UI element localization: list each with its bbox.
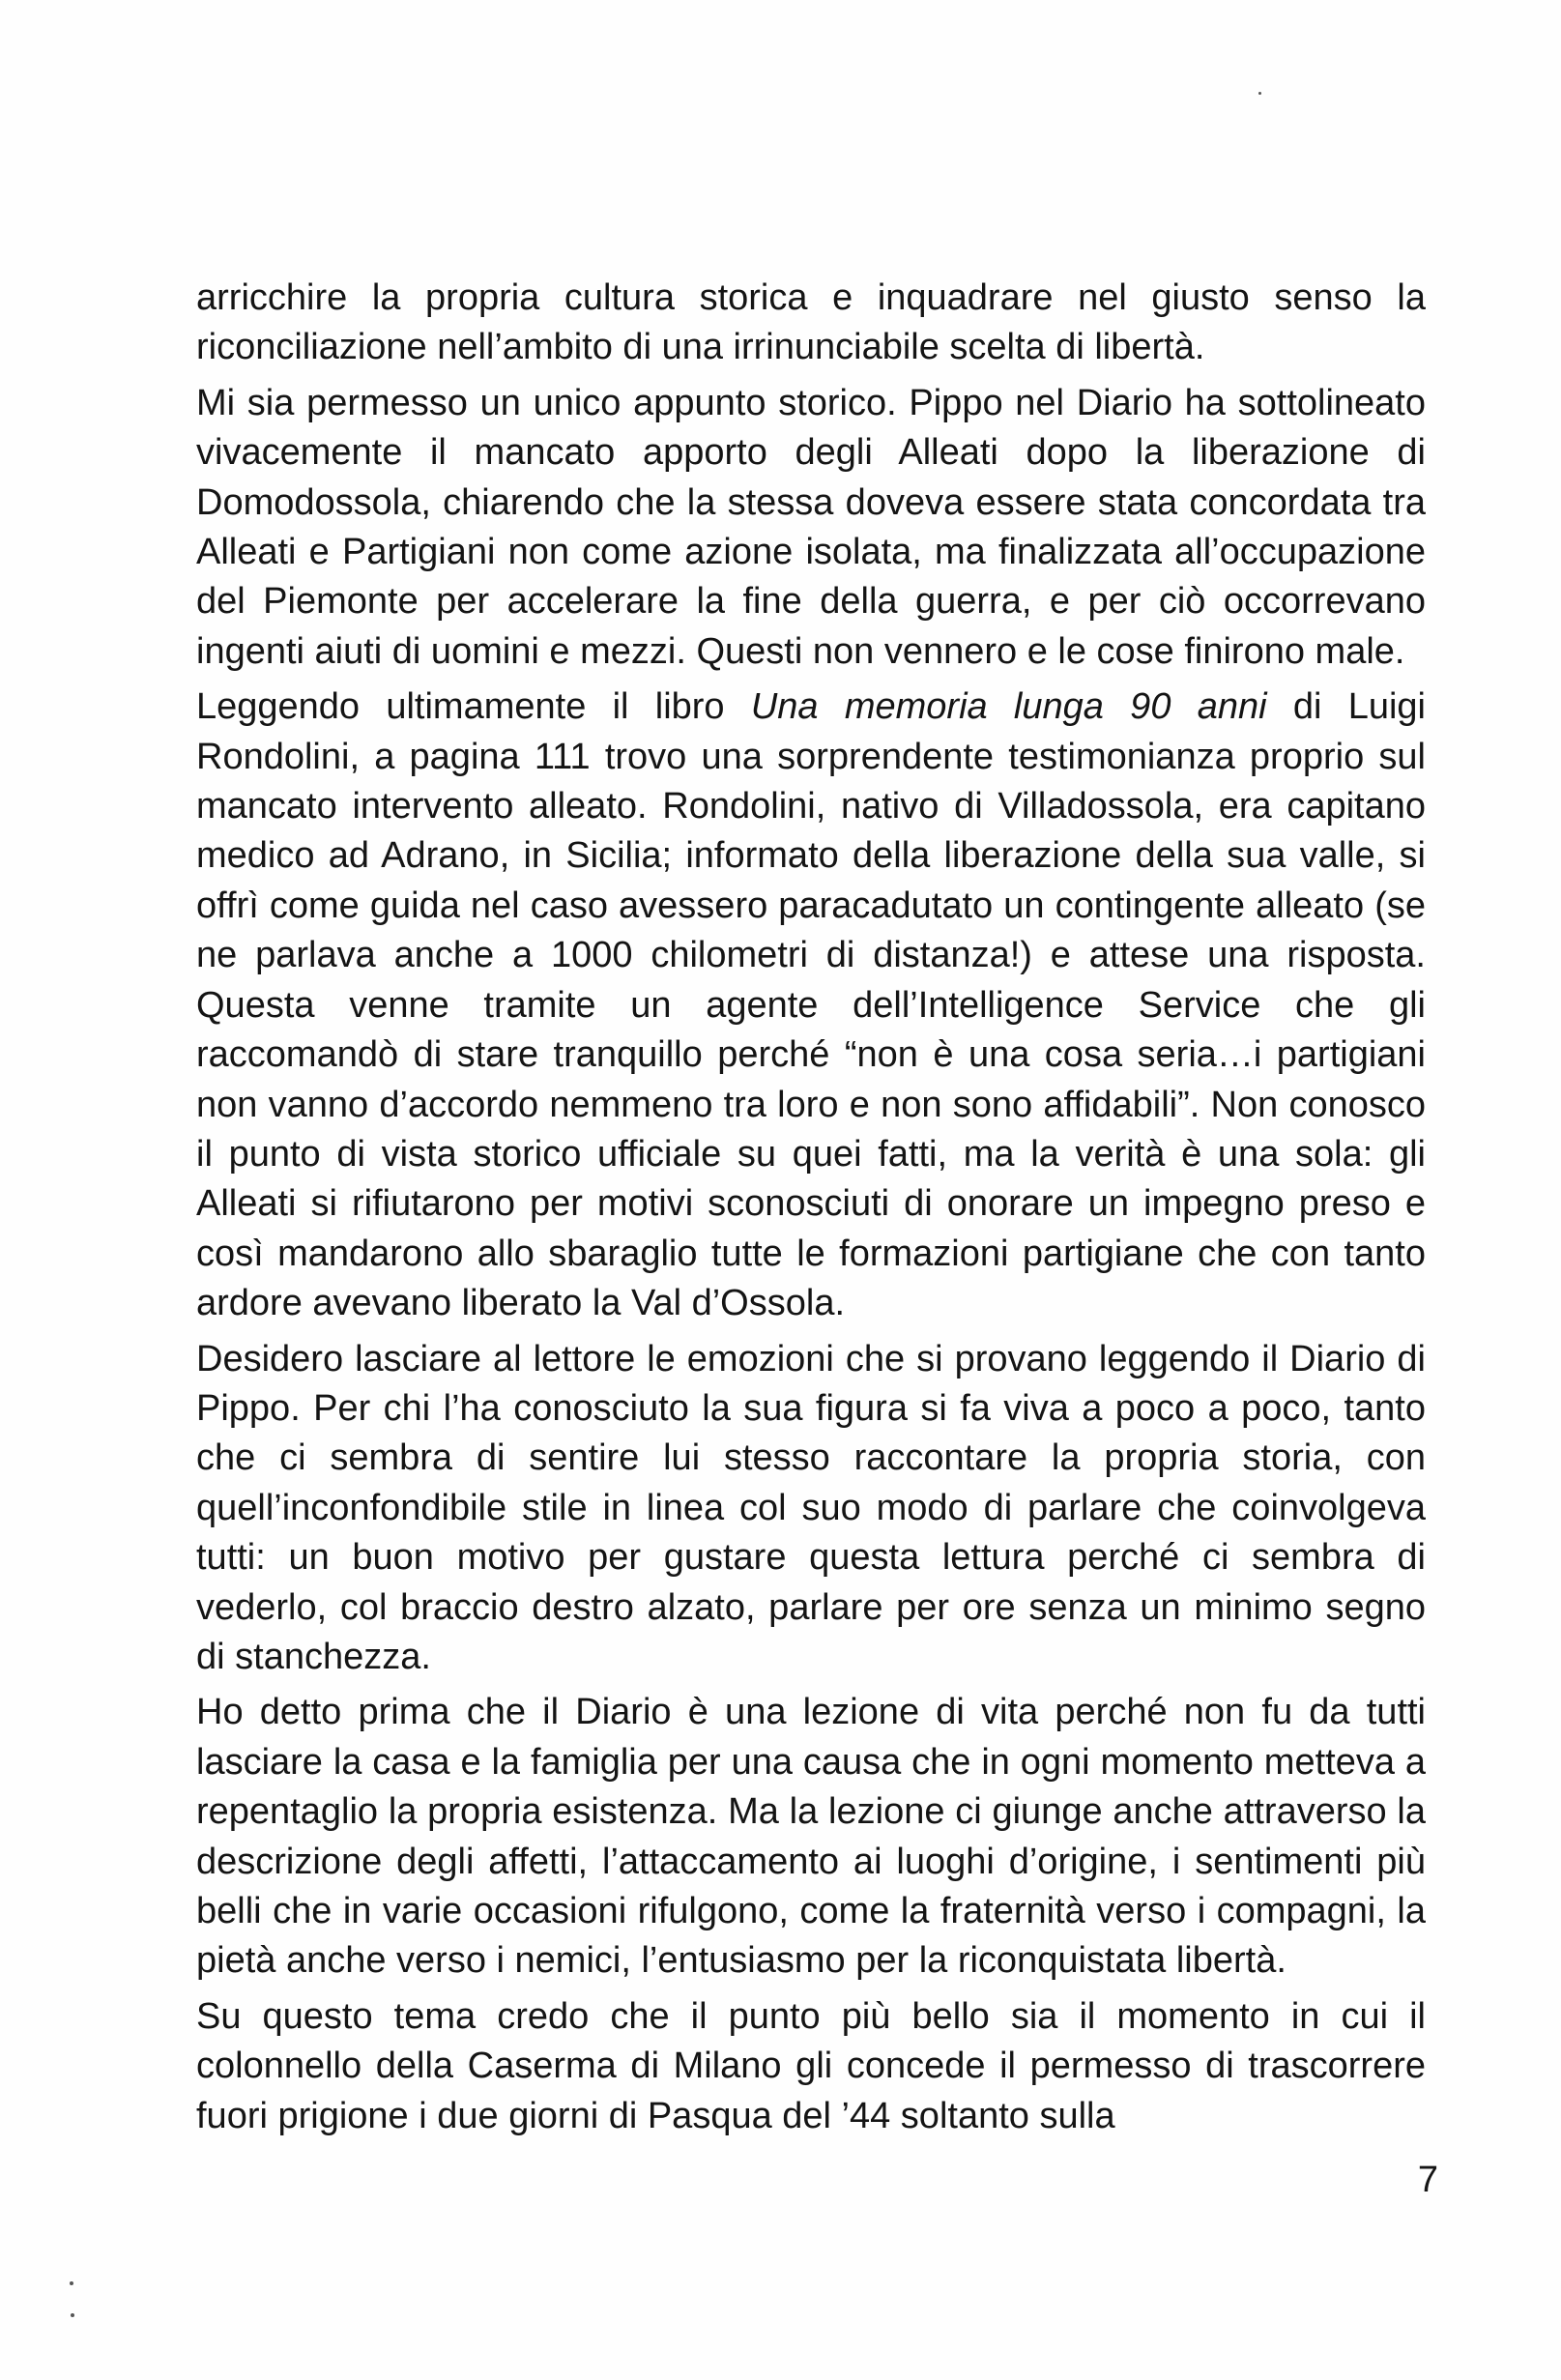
paragraph: Su questo tema credo che il punto più bello sia il momento in cui il colonnello della Caserma di Milano gli concede il permesso di trascorrere fuori prigione i due giorni di Pasqua del ’44 soltanto sulla [196, 1995, 1426, 2136]
page-number: 7 [1417, 2160, 1438, 2200]
book-title: Una memoria lunga 90 anni [750, 686, 1267, 728]
paragraph: Desidero lasciare al lettore le emozioni che si provano leggendo il Diario di Pippo. Per chi l’ha conosciuto la sua figura si fa viva a poco a poco, tanto che ci sembra di sentire lui stesso raccontare la propria storia, con quell’inconfondibile stile in linea col suo modo di parlare che coinvolgeva tutti: un buon motivo per gustare questa lettura perché ci sembra di vederlo, col braccio destro alzato, parlare per ore senza un minimo segno di stanchezza. [196, 1338, 1426, 1677]
scan-speck [1258, 92, 1261, 95]
scan-speck [71, 2313, 74, 2317]
paragraph: Ho detto prima che il Diario è una lezione di vita perché non fu da tutti lasciare la casa e la famiglia per una causa che in ogni momento metteva a repentaglio la propria esistenza. Ma la lezione ci giunge anche attraverso la descrizione degli affetti, l’attaccamento ai luoghi d’origine, i sentimenti più belli che in varie occasioni rifulgono, come la fraternità verso i compagni, la pietà anche verso i nemici, l’entusiasmo per la riconquistata libertà. [196, 1692, 1426, 1982]
paragraph: arricchire la propria cultura storica e inquadrare nel giusto senso la riconciliazione nell’ambito di una irrinunciabile scelta di libertà. [196, 277, 1426, 368]
paragraph [196, 682, 1426, 1328]
scan-speck [70, 2281, 73, 2285]
paragraph-text-before-title: Leggendo ultimamente il libro [196, 686, 751, 728]
paragraph: Mi sia permesso un unico appunto storico. Pippo nel Diario ha sottolineato vivacemente il mancato apporto degli Alleati dopo la liberazione di Domodossola, chiarendo che la stessa doveva essere stata concordata tra Alleati e Partigiani non come azione isolata, ma finalizzata all’occupazione del Piemonte per accelerare la fine della guerra, e per ciò occorrevano ingenti aiuti di uomini e mezzi. Questi non vennero e le cose finirono male. [196, 382, 1426, 672]
body-text [196, 274, 1426, 2141]
paragraph-text-after-title: di Luigi Rondolini, a pagina 111 trovo una sorprendente testimonianza proprio sul mancato intervento alleato. Rondolini, nativo di Villadossola, era capitano medico ad Adrano, in Sicilia; informato della liberazione della sua valle, si offrì come guida nel caso avessero paracadutato un contingente alleato (se ne parlava anche a 1000 chilometri di distanza!) e attese una risposta. Questa venne tramite un agente dell’Intelligence Service che gli raccomandò di stare tranquillo perché “non è una cosa seria…i partigiani non vanno d’accordo nemmeno tra loro e non sono affidabili”. Non conosco il punto di vista storico ufficiale su quei fatti, ma la verità è una sola: gli Alleati si rifiutarono per motivi sconosciuti di onorare un impegno preso e così mandarono allo sbaraglio tutte le formazioni partigiane che con tanto ardore avevano liberato la Val d’Ossola. [196, 686, 1426, 1324]
